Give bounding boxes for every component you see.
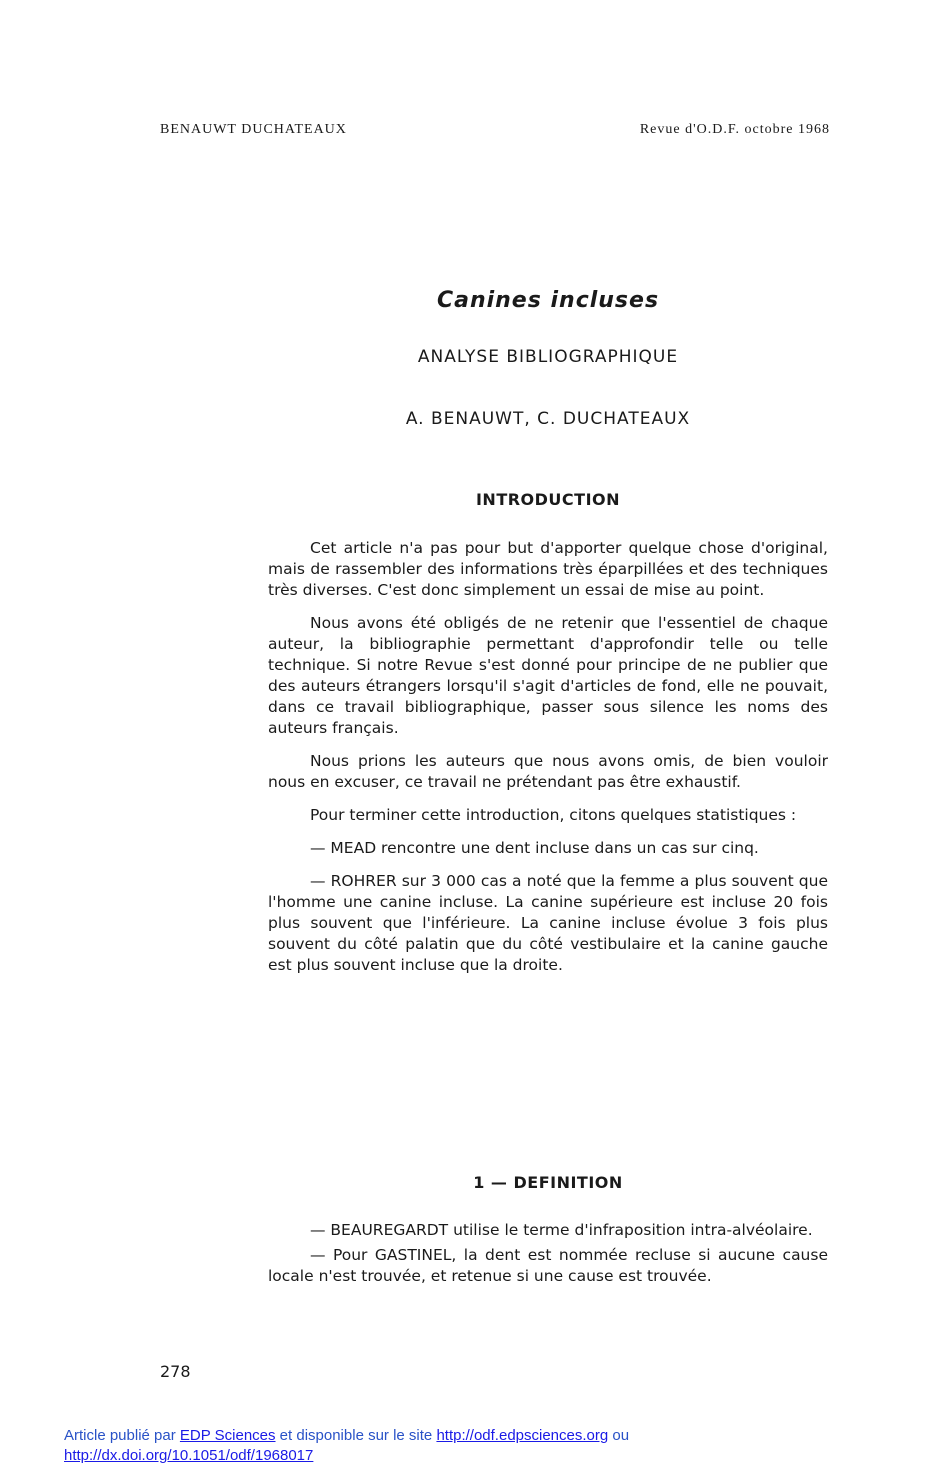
doi-link[interactable]: http://dx.doi.org/10.1051/odf/1968017 — [64, 1447, 314, 1464]
introduction-paragraph: Pour terminer cette introduction, citons quelques statistiques : — [310, 806, 797, 824]
publisher-link[interactable]: EDP Sciences — [179, 1427, 276, 1444]
running-head — [0, 118, 930, 138]
article-subtitle: ANALYSE BIBLIOGRAPHIQUE — [417, 347, 679, 367]
running-head-authors: BENAUWT DUCHATEAUX — [160, 122, 347, 137]
definition-paragraph: — Pour GASTINEL, la dent est nommée recluse si aucune cause locale n'est trouvée, et retenue si une cause est trouvée. — [268, 1246, 828, 1285]
footer-text: Article publié par — [64, 1427, 180, 1444]
introduction-paragraph: Nous avons été obligés de ne retenir que l'essentiel de chaque auteur, la bibliographie permettant d'approfondir telle ou telle technique. Si notre Revue s'est donné pour principe de ne publier que des auteurs étrangers lorsqu'il s'agit d'articles de fond, elle ne pouvait, dans ce travail bibliographique, passer sous silence les noms des auteurs français. — [268, 614, 828, 737]
running-head-journal: Revue d'O.D.F. octobre 1968 — [639, 122, 830, 137]
footer-text: et disponible sur le site — [275, 1427, 437, 1444]
footer-text: ou — [608, 1427, 630, 1444]
introduction-paragraph: Nous prions les auteurs que nous avons omis, de bien vouloir nous en excuser, ce travail ne prétendant pas être exhaustif. — [268, 752, 828, 791]
page-number: 278 — [160, 1362, 191, 1381]
definition-paragraph: — BEAUREGARDT utilise le terme d'infraposition intra-alvéolaire. — [310, 1221, 813, 1239]
definition-body — [268, 1220, 828, 1291]
introduction-paragraph: — ROHRER sur 3 000 cas a noté que la femme a plus souvent que l'homme une canine incluse. La canine supérieure est incluse 20 fois plus souvent que l'inférieure. La canine incluse évolue 3 fois plus souvent du côté palatin que du côté vestibulaire et la canine gauche est plus souvent incluse que la droite. — [268, 872, 828, 974]
publisher-footer — [64, 1426, 904, 1466]
site-link[interactable]: http://odf.edpsciences.org — [436, 1427, 609, 1444]
definition-heading: 1 — DEFINITION — [473, 1173, 623, 1192]
introduction-paragraph: Cet article n'a pas pour but d'apporter quelque chose d'original, mais de rassembler des informations très éparpillées et des techniques très diverses. C'est donc simplement un essai de mise au point. — [268, 539, 828, 599]
introduction-body — [268, 538, 828, 988]
introduction-heading: INTRODUCTION — [475, 490, 621, 509]
article-title: Canines incluses — [436, 288, 660, 313]
article-authors: A. BENAUWT, C. DUCHATEAUX — [405, 409, 691, 429]
introduction-paragraph: — MEAD rencontre une dent incluse dans un cas sur cinq. — [310, 839, 759, 857]
